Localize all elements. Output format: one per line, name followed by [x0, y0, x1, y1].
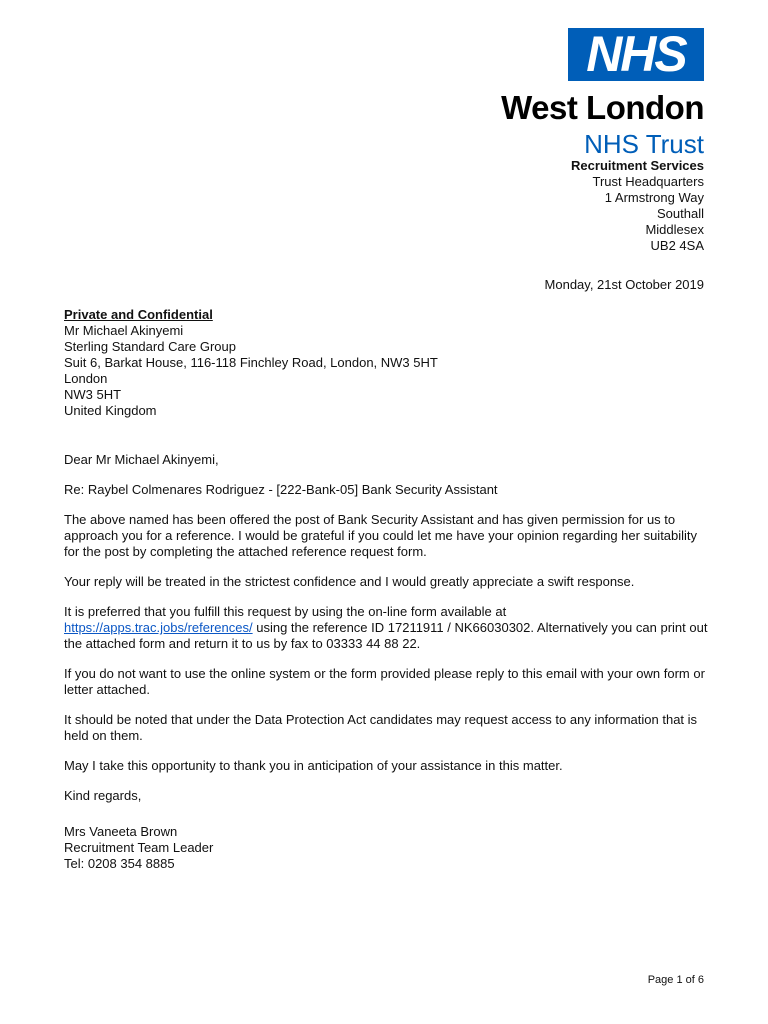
body-paragraph: Your reply will be treated in the strictest confidence and I would greatly appreciate a swift response.	[64, 574, 635, 589]
body-paragraph: It should be noted that under the Data Protection Act candidates may request access to any information that is held on them.	[64, 712, 698, 743]
sender-address	[571, 158, 704, 254]
reference-link[interactable]: https://apps.trac.jobs/references/	[64, 620, 253, 635]
recipient-line: Mr Michael Akinyemi	[64, 323, 184, 338]
sender-address-line: 1 Armstrong Way	[604, 190, 704, 205]
letter-date: Monday, 21st October 2019	[544, 277, 704, 292]
salutation: Dear Mr Michael Akinyemi,	[64, 452, 219, 467]
body-paragraph-link	[64, 604, 709, 652]
paragraph-text: It is preferred that you fulfill this request by using the on-line form available at	[64, 604, 507, 619]
sender-address-line: UB2 4SA	[650, 238, 704, 253]
subject-line: Re: Raybel Colmenares Rodriguez - [222-Bank-05] Bank Security Assistant	[64, 482, 498, 497]
page-number: Page 1 of 6	[647, 974, 704, 986]
recipient-line: Sterling Standard Care Group	[64, 339, 236, 354]
sender-address-line: Southall	[657, 206, 704, 221]
recipient-address	[64, 307, 438, 419]
body-paragraph: The above named has been offered the post of Bank Security Assistant and has given permission for us to approach you for a reference. I would be grateful if you could let me have your opinion regarding her suitability for the post by completing the attached reference request form.	[64, 512, 698, 559]
sender-address-line: Trust Headquarters	[592, 174, 704, 189]
paragraph-text: using the reference ID 17211911 / NK66030302. Alternatively you can print out the attached form and return it to us by fax to 03333 44 88 22.	[64, 620, 708, 651]
recipient-line: London	[64, 371, 108, 386]
sender-address-line: Middlesex	[645, 222, 704, 237]
recipient-line: United Kingdom	[64, 403, 157, 418]
body-paragraph: May I take this opportunity to thank you in anticipation of your assistance in this matter.	[64, 758, 563, 773]
confidential-heading: Private and Confidential	[64, 307, 213, 322]
nhs-logo: NHS	[568, 28, 704, 81]
recipient-line: Suit 6, Barkat House, 116-118 Finchley Road, London, NW3 5HT	[64, 355, 438, 370]
signer-phone: Tel: 0208 354 8885	[64, 856, 175, 871]
sender-department: Recruitment Services	[571, 158, 704, 173]
signature-block	[64, 824, 213, 872]
letter-body	[64, 452, 709, 818]
signer-name: Mrs Vaneeta Brown	[64, 824, 178, 839]
body-paragraph: If you do not want to use the online system or the form provided please reply to this email with your own form or letter attached.	[64, 666, 705, 697]
recipient-line: NW3 5HT	[64, 387, 122, 402]
signer-title: Recruitment Team Leader	[64, 840, 214, 855]
closing: Kind regards,	[64, 788, 142, 803]
org-name: West London	[501, 89, 704, 126]
org-subtitle: NHS Trust	[584, 129, 704, 159]
